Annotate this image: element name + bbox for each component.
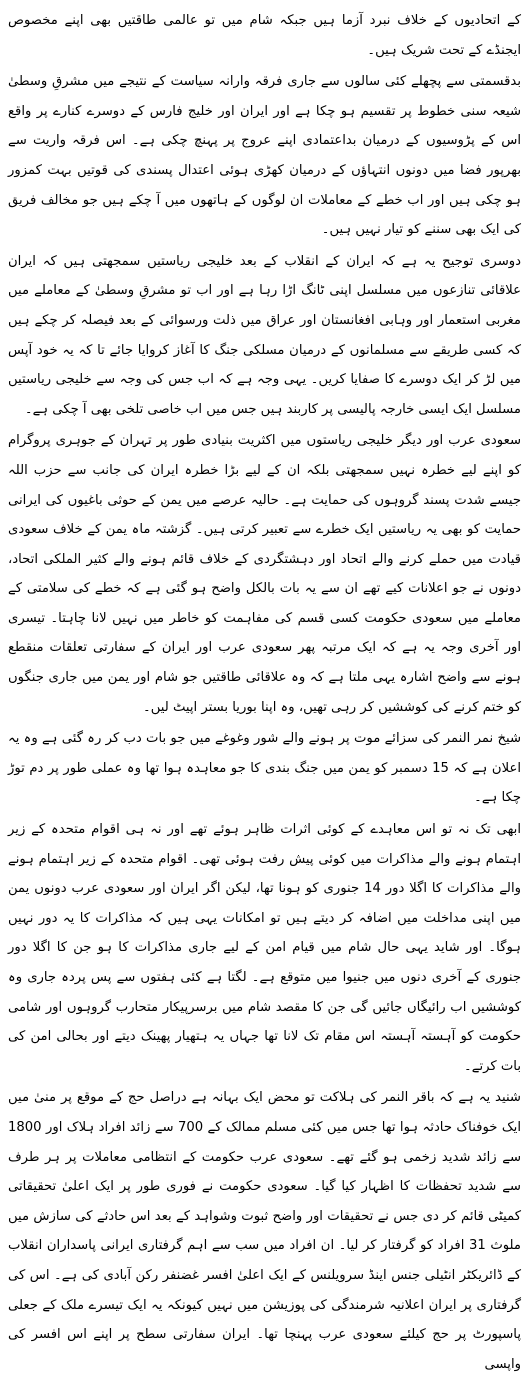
article-paragraph-2: بدقسمتی سے پچھلے کئی سالوں سے جاری فرقہ وارانہ سیاست کے نتیجے میں مشرقِ وسطیٰ شیعہ سنی خطوط پر تقسیم ہو چکا ہے اور ایران اور خلیج فارس کے دوسرے کنارے پر واقع اس کے پڑوسیوں کے درمیان بداعتمادی اپنے عروج پر پہنچ چکی ہے۔ اس فرقہ واریت سے بھرپور فضا میں دونوں انتہاؤں کے درمیان کھڑی ہوئی اعتدال پسندی کی قوتیں بہت کمزور ہو چکی ہیں اور اب خطے کے معاملات ان لوگوں کے ہاتھوں میں آ چکے ہیں جو مخالف فریق کی ایک بھی سننے کو تیار نہیں ہیں۔ [8, 74, 521, 238]
article-paragraph-1: کے اتحادیوں کے خلاف نبرد آزما ہیں جبکہ شام میں تو عالمی طاقتیں بھی اپنے مخصوص ایجنڈے کے تحت شریک ہیں۔ [8, 13, 521, 58]
article-paragraph-4: سعودی عرب اور دیگر خلیجی ریاستوں میں اکثریت بنیادی طور پر تہران کے جوہری پروگرام کو اپنے لیے خطرہ نہیں سمجھتی بلکہ ان کے لیے بڑا خطرہ ایران کی جانب سے حزب اللہ جیسے شدت پسند گروہوں کی حمایت ہے۔ حالیہ عرصے میں یمن کے حوثی باغیوں کی ایرانی حمایت کو بھی یہ ریاستیں ایک خطرے سے تعبیر کرتی ہیں۔ گزشتہ ماہ یمن کے خلاف سعودی قیادت میں حملے کرنے والے اتحاد اور دہشتگردی کے خلاف قائم ہونے والے کثیر الملکی اتحاد، دونوں نے جو اعلانات کیے تھے ان سے یہ بات بالکل واضح ہو گئی ہے کہ خطے کی سلامتی کے معاملے میں سعودی حکومت کسی قسم کی مفاہمت کو خاطر میں نہیں لانا چاہتا۔ تیسری اور آخری وجہ یہ ہے کہ ایک مرتبہ پھر سعودی عرب اور ایران کے سفارتی تعلقات منقطع ہونے سے واضح اشارہ یہی ملتا ہے کہ وہ علاقائی طاقتیں جو شام اور یمن میں جاری جنگوں کو ختم کرنے کی کوششیں کر رہی تھیں، وہ اپنا بوریا بستر اپیٹ لیں۔ [8, 433, 521, 715]
article-paragraph-5: شیخ نمر النمر کی سزائے موت پر ہونے والے شور وغوغے میں جو بات دب کر رہ گئی ہے وہ یہ اعلان ہے کہ 15 دسمبر کو یمن میں جنگ بندی کا جو معاہدہ ہوا تھا وہ عملی طور پر دم توڑ چکا ہے۔ [8, 731, 521, 806]
article-paragraph-6: ابھی تک نہ تو اس معاہدے کے کوئی اثرات ظاہر ہوئے تھے اور نہ ہی اقوام متحدہ کے زیر اہتمام ہونے والے مذاکرات میں کوئی پیش رفت ہوئی تھی۔ اقوام متحدہ کے زیر اہتمام ہونے والے مذاکرات کا اگلا دور 14 جنوری کو ہونا تھا، لیکن اگر ایران اور سعودی عرب دونوں یمن میں اپنی مداخلت میں اضافہ کر دیتے ہیں تو امکانات یہی ہیں کہ مذاکرات کا یہ دور نہیں ہوگا۔ اور شاید یہی حال شام میں قیام امن کے لیے جاری مذاکرات کا ہو جن کا اگلا دور جنوری کے آخری دنوں میں جنیوا میں متوقع ہے۔ لگتا ہے کئی ہفتوں سے پس پردہ جاری وہ کوششیں اب رائیگاں جائیں گی جن کا مقصد شام میں برسرپیکار متحارب گروہوں اور شامی حکومت کو آہستہ آہستہ اس مقام تک لانا تھا جہاں یہ ہتھیار پھینک دیتے اور بحالی امن کی بات کرتے۔ [8, 822, 521, 1074]
article-paragraph-3: دوسری توجیح یہ ہے کہ ایران کے انقلاب کے بعد خلیجی ریاستیں سمجھتی ہیں کہ ایران علاقائی تنازعوں میں مسلسل اپنی ٹانگ اڑا رہا ہے اور اب تو مشرقِ وسطیٰ کے معاملے میں مغربی استعمار اور وہابی افغانستان اور عراق میں ذلت ورسوائی کے بعد فیصلہ کر چکے ہیں کہ کسی طریقے سے مسلمانوں کے درمیان مسلکی جنگ کا آغاز کروایا جائے تا کہ یہ خود آپس میں لڑ کر ایک دوسرے کا صفایا کریں۔ یہی وجہ ہے کہ اب جس کی وجہ سے خلیجی ریاستیں مسلسل ایک ایسی خارجہ پالیسی پر کاربند ہیں جس میں اب خاصی تلخی بھی آ چکی ہے۔ [8, 253, 521, 417]
article-paragraph-7: شنید یہ ہے کہ باقر النمر کی ہلاکت تو محض ایک بہانہ ہے دراصل حج کے موقع پر منیٰ میں ایک خوفناک حادثہ ہوا تھا جس میں کئی مسلم ممالک کے 700 سے زائد افراد ہلاک اور 1800 سے زائد شدید زخمی ہو گئے تھے۔ سعودی عرب حکومت کے انتظامی معاملات پر ہر طرف سے شدید تحفظات کا اظہار کیا گیا۔ سعودی حکومت نے فوری طور پر ایک اعلیٰ تحقیقاتی کمیٹی قائم کر دی جس نے تحقیقات اور واضح ثبوت وشواہد کے بعد اس حادثے کی سازش میں ملوث 31 افراد کو گرفتار کر لیا۔ ان افراد میں سب سے اہم گرفتاری ایرانی پاسداران انقلاب کے ڈائریکٹر انٹیلی جنس اینڈ سرویلنس کے ایک اعلیٰ افسر غضنفر رکن آبادی کی ہے۔ اس کی گرفتاری پر ایران اعلانیہ شرمندگی کی پوزیشن میں نہیں کیونکہ یہ ایک تیسرے ملک کے جعلی پاسپورٹ پر حج کیلئے سعودی عرب پہنچا تھا۔ ایران سفارتی سطح پر اپنے اس افسر کی واپسی [8, 1090, 521, 1372]
